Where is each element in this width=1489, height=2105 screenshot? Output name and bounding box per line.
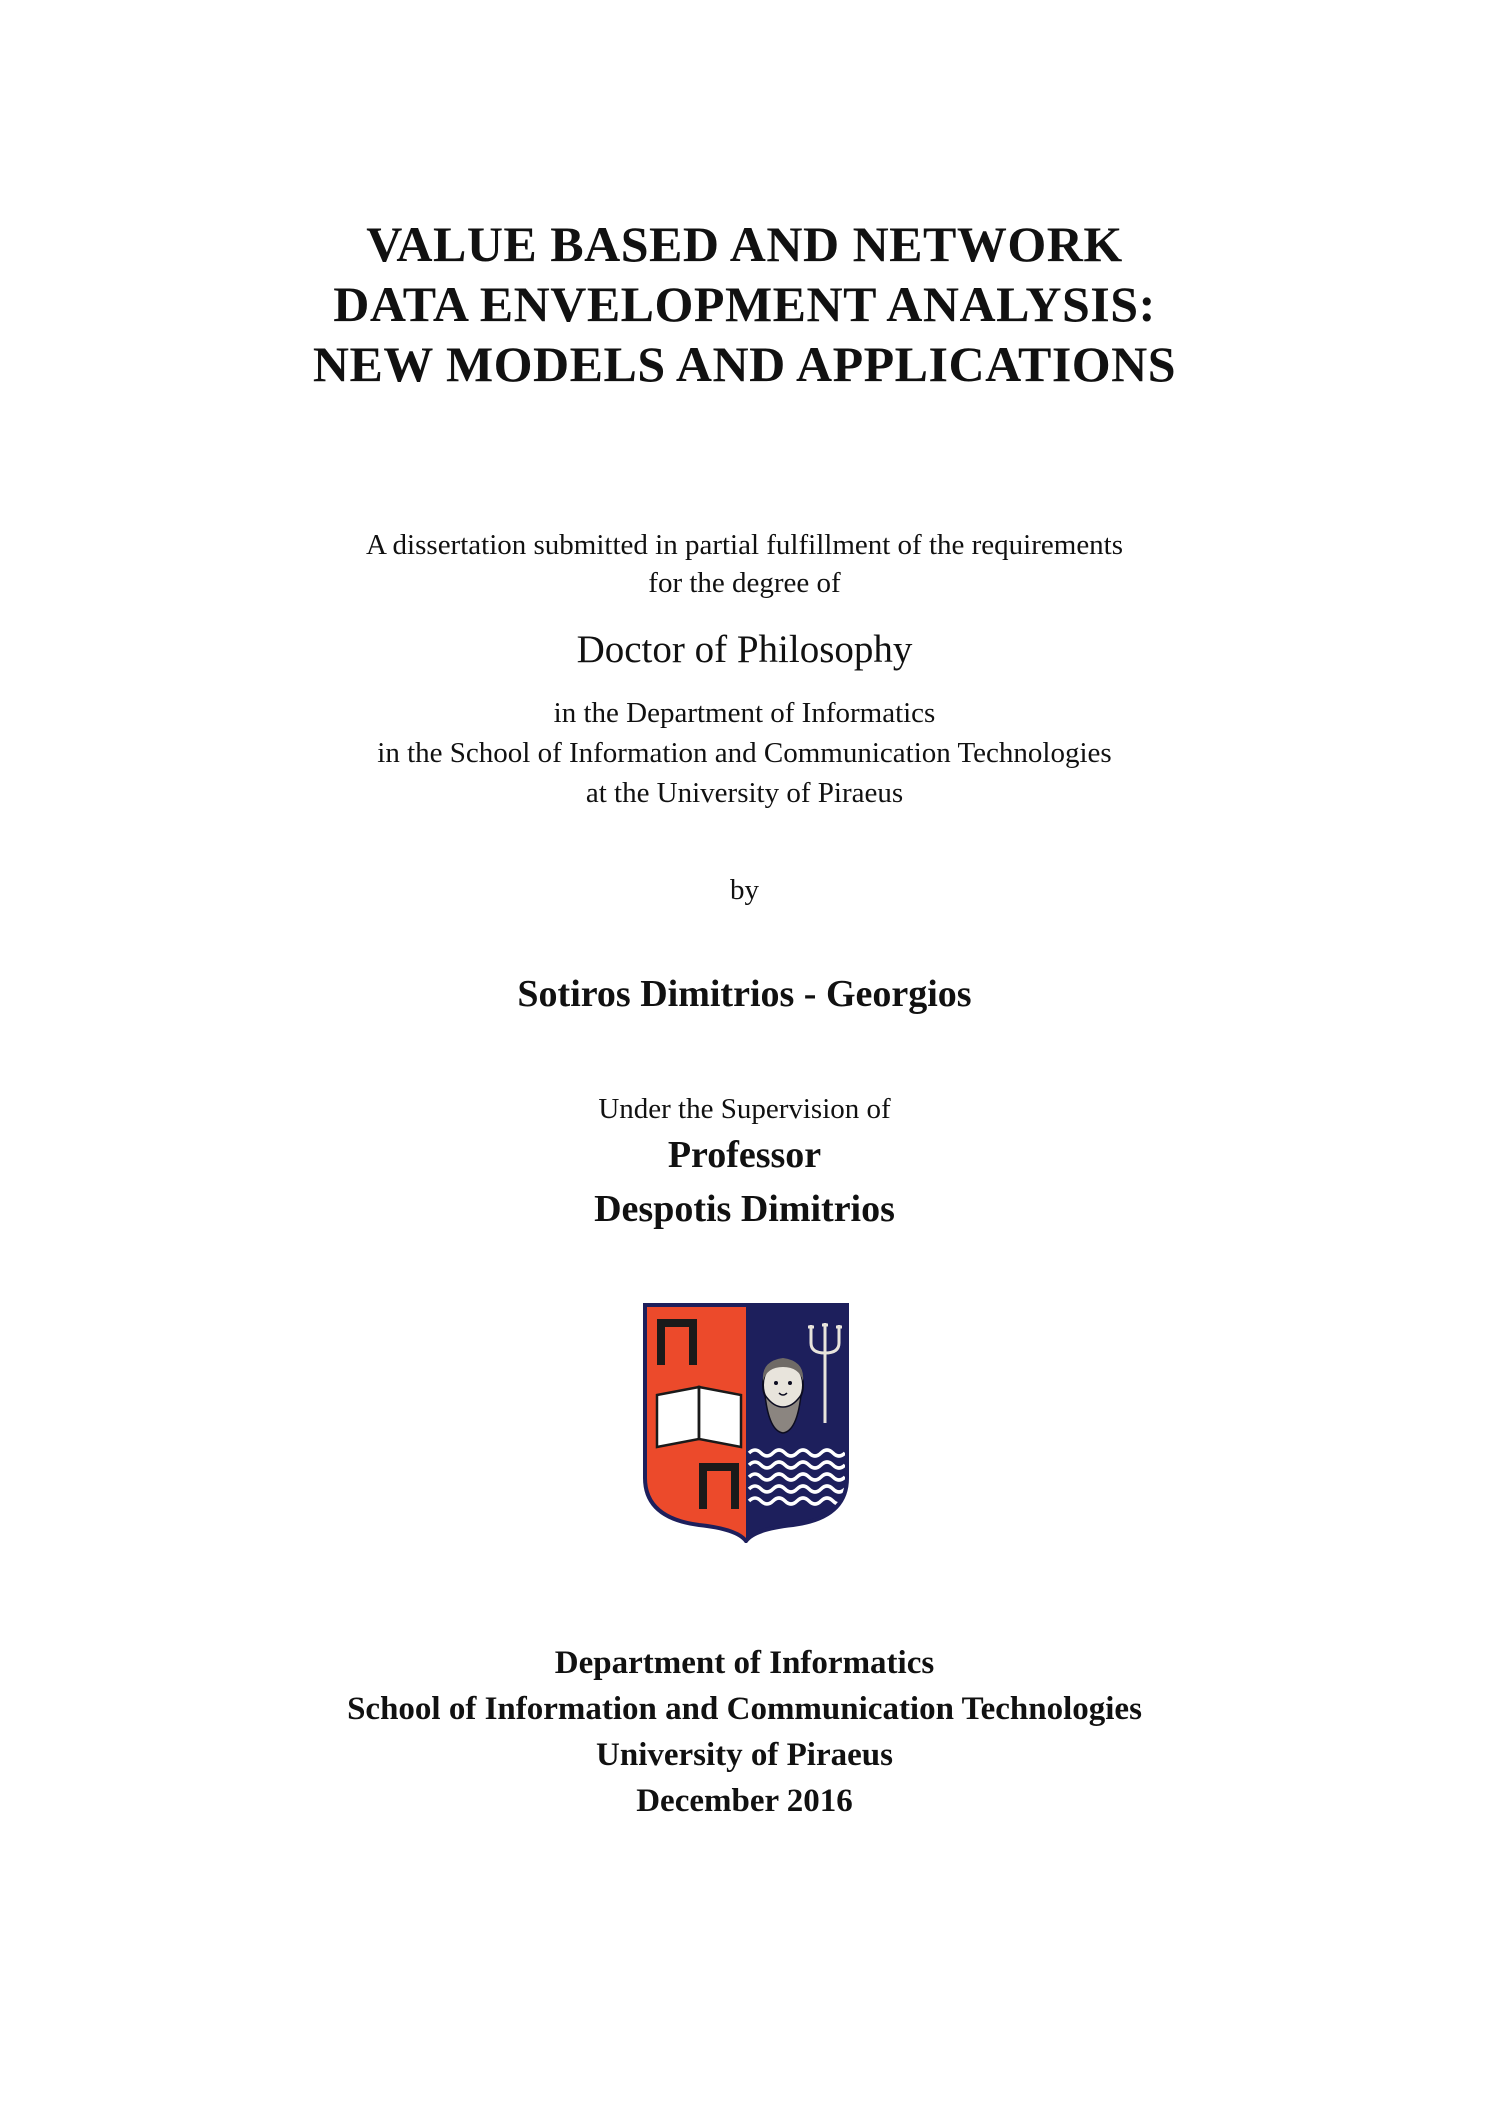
university-of-piraeus-crest-icon <box>643 1303 849 1543</box>
supervisor <box>0 1128 1489 1236</box>
supervision-label: Under the Supervision of <box>598 1093 891 1125</box>
supervisor-rank: Professor <box>667 1134 822 1176</box>
institution-footer <box>0 1640 1489 1824</box>
by-label: by <box>730 874 759 906</box>
title-line-1: VALUE BASED AND NETWORK <box>366 216 1123 272</box>
submission-line-2: for the degree of <box>648 567 841 599</box>
degree-name: Doctor of Philosophy <box>576 628 913 671</box>
open-book-icon <box>657 1387 741 1447</box>
title-line-2: DATA ENVELOPMENT ANALYSIS: <box>333 276 1156 332</box>
footer-school: School of Information and Communication Technologies <box>347 1691 1142 1727</box>
supervisor-name: Despotis Dimitrios <box>594 1188 895 1230</box>
author-name: Sotiros Dimitrios - Georgios <box>517 973 972 1015</box>
submission-line-1: A dissertation submitted in partial fulfillment of the requirements <box>365 529 1124 561</box>
footer-department: Department of Informatics <box>554 1645 935 1681</box>
title-line-3: NEW MODELS AND APPLICATIONS <box>312 336 1177 392</box>
footer-university: University of Piraeus <box>596 1737 893 1773</box>
submission-statement <box>0 526 1489 602</box>
department-line-1: in the Department of Informatics <box>553 697 936 729</box>
department-line-3: at the University of Piraeus <box>585 777 904 809</box>
footer-date: December 2016 <box>636 1783 853 1819</box>
department-affiliation <box>0 693 1489 813</box>
department-line-2: in the School of Information and Communication Technologies <box>377 737 1112 769</box>
dissertation-title <box>0 214 1489 394</box>
